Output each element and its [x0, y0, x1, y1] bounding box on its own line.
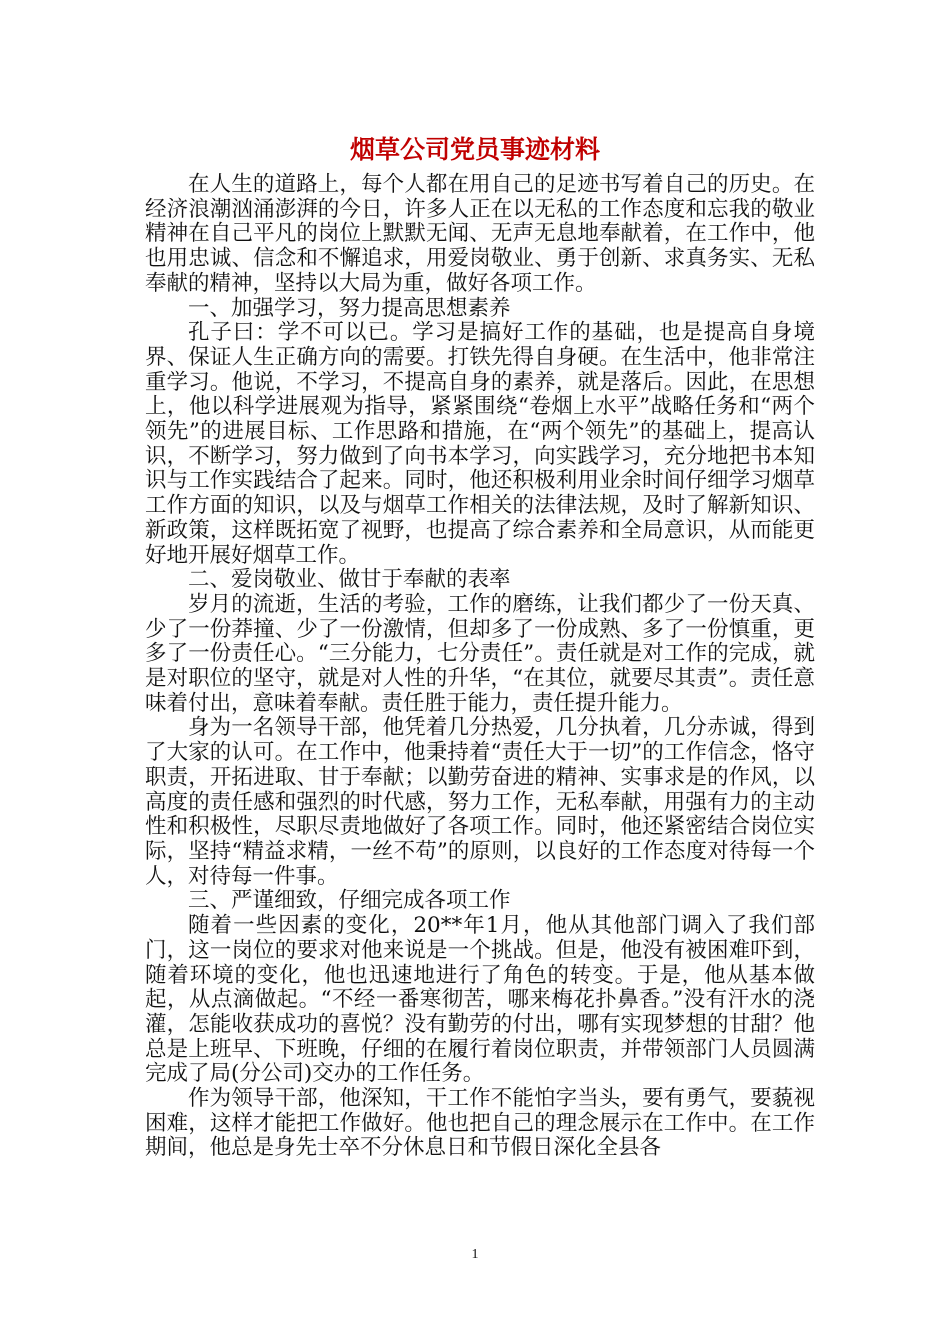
- section-heading-2: 二、爱岗敬业、做甘于奉献的表率: [188, 567, 511, 593]
- page-number: 1: [471, 1247, 479, 1262]
- section-heading-1: 一、加强学习，努力提高思想素养: [188, 295, 511, 321]
- document-body: [145, 173, 815, 1161]
- paragraph-courage: 作为领导干部，他深知，干工作不能怕字当头，要有勇气，要藐视困难，这样才能把工作做好。他也把自己的理念展示在工作中。在工作期间，他总是身先士卒不分休息日和节假日深化全县各: [145, 1086, 815, 1161]
- paragraph-responsibility: 岁月的流逝，生活的考验，工作的磨练，让我们都少了一份天真、少了一份莽撞、少了一份激情，但却多了一份成熟、多了一份慎重，更多了一份责任心。“三分能力，七分责任”。责任就是对工作的完成，就是对职位的坚守，就是对人性的升华，“在其位，就要尽其责”。责任意味着付出，意味着奉献。责任胜于能力，责任提升能力。: [145, 591, 815, 716]
- paragraph-transfer: 随着一些因素的变化，20**年1月，他从其他部门调入了我们部门，这一岗位的要求对他来说是一个挑战。但是，他没有被困难吓到，随着环境的变化，他也迅速地进行了角色的转变。于是，他从基本做起，从点滴做起。“不经一番寒彻苦，哪来梅花扑鼻香。”没有汗水的浇灌，怎能收获成功的喜悦？没有勤劳的付出，哪有实现梦想的甘甜？他总是上班早、下班晚，仔细的在履行着岗位职责，并带领部门人员圆满完成了局(分公司)交办的工作任务。: [145, 913, 815, 1087]
- paragraph-leader: 身为一名领导干部，他凭着几分热爱，几分执着，几分赤诚，得到了大家的认可。在工作中，他秉持着“责任大于一切”的工作信念，恪守职责，开拓进取、甘于奉献；以勤劳奋进的精神、实事求是的作风，以高度的责任感和强烈的时代感，努力工作，无私奉献，用强有力的主动性和积极性，尽职尽责地做好了各项工作。同时，他还紧密结合岗位实际，坚持“精益求精，一丝不苟”的原则，以良好的工作态度对待每一个人，对待每一件事。: [145, 715, 815, 889]
- paragraph-intro: 在人生的道路上，每个人都在用自己的足迹书写着自己的历史。在经济浪潮汹涌澎湃的今日，许多人正在以无私的工作态度和忘我的敬业精神在自己平凡的岗位上默默无闻、无声无息地奉献着，在工作中，他也用忠诚、信念和不懈追求，用爱岗敬业、勇于创新、求真务实、无私奉献的精神，坚持以大局为重，做好各项工作。: [145, 172, 815, 296]
- paragraph-study: 孔子曰：学不可以已。学习是搞好工作的基础，也是提高自身境界、保证人生正确方向的需要。打铁先得自身硬。在生活中，他非常注重学习。他说，不学习，不提高自身的素养，就是落后。因此，在思想上，他以科学进展观为指导，紧紧围绕“卷烟上水平”战略任务和“两个领先”的进展目标、工作思路和措施，在“两个领先”的基础上，提高认识，不断学习，努力做到了向书本学习，向实践学习，充分地把书本知识与工作实践结合了起来。同时，他还积极利用业余时间仔细学习烟草工作方面的知识，以及与烟草工作相关的法律法规，及时了解新知识、新政策，这样既拓宽了视野，也提高了综合素养和全局意识，从而能更好地开展好烟草工作。: [145, 320, 815, 568]
- document-title: 烟草公司党员事迹材料: [349, 135, 600, 164]
- section-heading-3: 三、严谨细致，仔细完成各项工作: [188, 888, 511, 914]
